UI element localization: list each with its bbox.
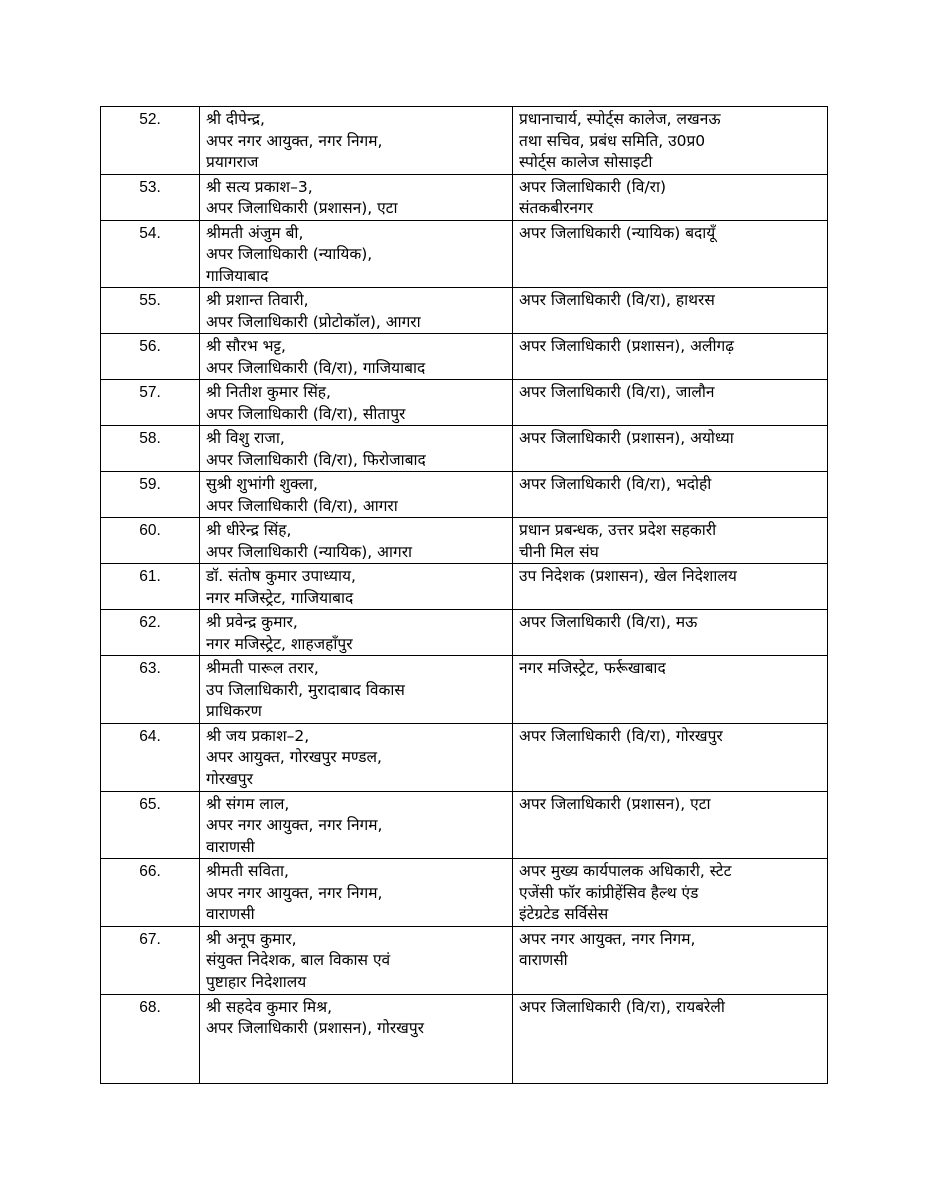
table-row (101, 859, 828, 927)
officer-name: श्रीमती पारूल तरार, (206, 659, 319, 677)
new-post-line: अपर जिलाधिकारी (न्यायिक) बदायूँ (519, 223, 716, 242)
current-post-line: अपर नगर आयुक्त, नगर निगम, (206, 883, 383, 902)
current-posting (200, 859, 513, 927)
new-post-line: तथा सचिव, प्रबंध समिति, उ0प्र0 (519, 131, 706, 150)
current-posting (200, 791, 513, 859)
table-row (101, 472, 828, 518)
new-posting (513, 472, 828, 518)
new-post-line: प्रधानाचार्य, स्पोर्ट्स कालेज, लखनऊ (519, 110, 721, 128)
current-post-line: अपर जिलाधिकारी (वि/रा), सीतापुर (206, 404, 406, 423)
new-posting (513, 791, 828, 859)
serial-number: 58. (101, 426, 200, 472)
current-post-line: वाराणसी (206, 837, 255, 856)
current-posting (200, 107, 513, 175)
current-post-line: अपर जिलाधिकारी (न्यायिक), आगरा (206, 542, 413, 561)
new-post-line: स्पोर्ट्स कालेज सोसाइटी (519, 153, 653, 171)
current-post-line: अपर आयुक्त, गोरखपुर मण्डल, (206, 748, 382, 766)
current-posting (200, 288, 513, 334)
new-post-line: अपर जिलाधिकारी (वि/रा), गोरखपुर (519, 726, 723, 745)
serial-number: 68. (101, 994, 200, 1083)
new-posting (513, 174, 828, 220)
officer-name: श्री धीरेन्द्र सिंह, (206, 521, 292, 539)
new-posting (513, 426, 828, 472)
serial-number: 53. (101, 174, 200, 220)
table-row (101, 926, 828, 994)
current-post-line: अपर जिलाधिकारी (वि/रा), आगरा (206, 496, 398, 515)
current-posting (200, 334, 513, 380)
officer-name: श्रीमती सविता, (206, 862, 289, 880)
current-post-line: अपर जिलाधिकारी (वि/रा), फिरोजाबाद (206, 450, 426, 469)
officer-name: श्री सौरभ भट्ट, (206, 337, 286, 355)
current-posting (200, 174, 513, 220)
new-post-line: अपर जिलाधिकारी (वि/रा) (519, 177, 667, 196)
current-posting (200, 380, 513, 426)
serial-number: 63. (101, 656, 200, 724)
new-posting (513, 564, 828, 610)
new-posting (513, 610, 828, 656)
serial-number: 57. (101, 380, 200, 426)
new-post-line: अपर जिलाधिकारी (प्रशासन), अलीगढ़ (519, 337, 734, 355)
current-post-line: प्रयागराज (206, 153, 259, 171)
current-post-line: अपर जिलाधिकारी (न्यायिक), (206, 245, 373, 263)
current-posting (200, 220, 513, 288)
officer-name: श्री दीपेन्द्र, (206, 110, 265, 128)
new-posting (513, 518, 828, 564)
serial-number: 64. (101, 723, 200, 791)
new-posting (513, 288, 828, 334)
new-post-line: संतकबीरनगर (519, 199, 594, 217)
new-post-line: अपर जिलाधिकारी (वि/रा), रायबरेली (519, 997, 725, 1016)
serial-number: 65. (101, 791, 200, 859)
current-posting (200, 926, 513, 994)
officer-name: डॉ. संतोष कुमार उपाध्याय, (206, 567, 356, 585)
officer-name: श्री नितीश कुमार सिंह, (206, 383, 331, 401)
serial-number: 67. (101, 926, 200, 994)
new-posting (513, 107, 828, 175)
current-post-line: वाराणसी (206, 905, 255, 923)
current-post-line: संयुक्त निदेशक, बाल विकास एवं (206, 951, 391, 969)
table-row (101, 288, 828, 334)
table-row (101, 107, 828, 175)
serial-number: 59. (101, 472, 200, 518)
table-row (101, 518, 828, 564)
table-row (101, 791, 828, 859)
new-post-line: अपर जिलाधिकारी (प्रशासन), एटा (519, 794, 711, 813)
current-posting (200, 723, 513, 791)
new-post-line: अपर मुख्य कार्यपालक अधिकारी, स्टेट (519, 862, 732, 880)
serial-number: 60. (101, 518, 200, 564)
current-post-line: अपर जिलाधिकारी (प्रोटोकॉल), आगरा (206, 312, 421, 331)
officer-name: श्री सहदेव कुमार मिश्र, (206, 997, 333, 1016)
current-posting (200, 472, 513, 518)
current-posting (200, 518, 513, 564)
new-post-line: अपर नगर आयुक्त, नगर निगम, (519, 929, 696, 948)
new-posting (513, 859, 828, 927)
new-post-line: प्रधान प्रबन्धक, उत्तर प्रदेश सहकारी (519, 521, 717, 539)
current-post-line: अपर जिलाधिकारी (प्रशासन), एटा (206, 199, 398, 217)
new-post-line: अपर जिलाधिकारी (वि/रा), मऊ (519, 613, 698, 631)
serial-number: 61. (101, 564, 200, 610)
table-row (101, 380, 828, 426)
serial-number: 66. (101, 859, 200, 927)
current-post-line: पुष्टाहार निदेशालय (206, 972, 307, 991)
officer-name: श्री प्रशान्त तिवारी, (206, 291, 309, 309)
current-post-line: उप जिलाधिकारी, मुरादाबाद विकास (206, 680, 405, 699)
new-post-line: वाराणसी (519, 951, 568, 969)
table-row (101, 174, 828, 220)
table-row (101, 723, 828, 791)
officer-name: श्री जय प्रकाश–2, (206, 726, 310, 745)
transfer-table-body (101, 107, 828, 1084)
new-post-line: अपर जिलाधिकारी (वि/रा), भदोही (519, 475, 712, 493)
new-posting (513, 334, 828, 380)
new-posting (513, 656, 828, 724)
new-posting (513, 926, 828, 994)
officer-name: श्री सत्य प्रकाश–3, (206, 177, 313, 196)
serial-number: 54. (101, 220, 200, 288)
table-row (101, 564, 828, 610)
new-post-line: एजेंसी फॉर कांप्रीहेंसिव हैल्थ एंड (519, 883, 699, 902)
current-post-line: अपर जिलाधिकारी (प्रशासन), गोरखपुर (206, 1019, 425, 1037)
current-posting (200, 610, 513, 656)
officer-name: श्री अनूप कुमार, (206, 929, 297, 948)
current-post-line: अपर नगर आयुक्त, नगर निगम, (206, 131, 383, 150)
serial-number: 56. (101, 334, 200, 380)
transfer-table (100, 106, 828, 1084)
officer-name: श्री विशु राजा, (206, 429, 285, 447)
officer-name: श्री संगम लाल, (206, 794, 290, 813)
new-post-line: नगर मजिस्ट्रेट, फर्रूखाबाद (519, 659, 666, 677)
current-post-line: गाजियाबाद (206, 266, 269, 285)
current-post-line: प्राधिकरण (206, 702, 262, 720)
new-post-line: अपर जिलाधिकारी (वि/रा), हाथरस (519, 291, 715, 309)
current-post-line: नगर मजिस्ट्रेट, शाहजहाँपुर (206, 634, 353, 653)
table-row (101, 656, 828, 724)
serial-number: 55. (101, 288, 200, 334)
new-posting (513, 723, 828, 791)
current-post-line: गोरखपुर (206, 769, 253, 788)
current-post-line: अपर नगर आयुक्त, नगर निगम, (206, 816, 383, 834)
officer-name: श्री प्रवेन्द्र कुमार, (206, 613, 298, 631)
table-row (101, 426, 828, 472)
serial-number: 52. (101, 107, 200, 175)
new-post-line: अपर जिलाधिकारी (प्रशासन), अयोध्या (519, 429, 734, 447)
new-post-line: चीनी मिल संघ (519, 542, 599, 561)
current-posting (200, 656, 513, 724)
new-posting (513, 994, 828, 1083)
new-posting (513, 380, 828, 426)
current-posting (200, 426, 513, 472)
officer-name: श्रीमती अंजुम बी, (206, 223, 304, 242)
new-post-line: अपर जिलाधिकारी (वि/रा), जालौन (519, 383, 715, 401)
current-post-line: नगर मजिस्ट्रेट, गाजियाबाद (206, 588, 354, 607)
new-post-line: इंटेग्रटेड सर्विसेस (519, 905, 609, 923)
current-posting (200, 564, 513, 610)
new-posting (513, 220, 828, 288)
current-posting (200, 994, 513, 1083)
serial-number: 62. (101, 610, 200, 656)
table-row (101, 334, 828, 380)
current-post-line: अपर जिलाधिकारी (वि/रा), गाजियाबाद (206, 358, 426, 377)
officer-name: सुश्री शुभांगी शुक्ला, (206, 475, 318, 493)
table-row (101, 994, 828, 1083)
table-row (101, 220, 828, 288)
table-row (101, 610, 828, 656)
new-post-line: उप निदेशक (प्रशासन), खेल निदेशालय (519, 567, 737, 585)
